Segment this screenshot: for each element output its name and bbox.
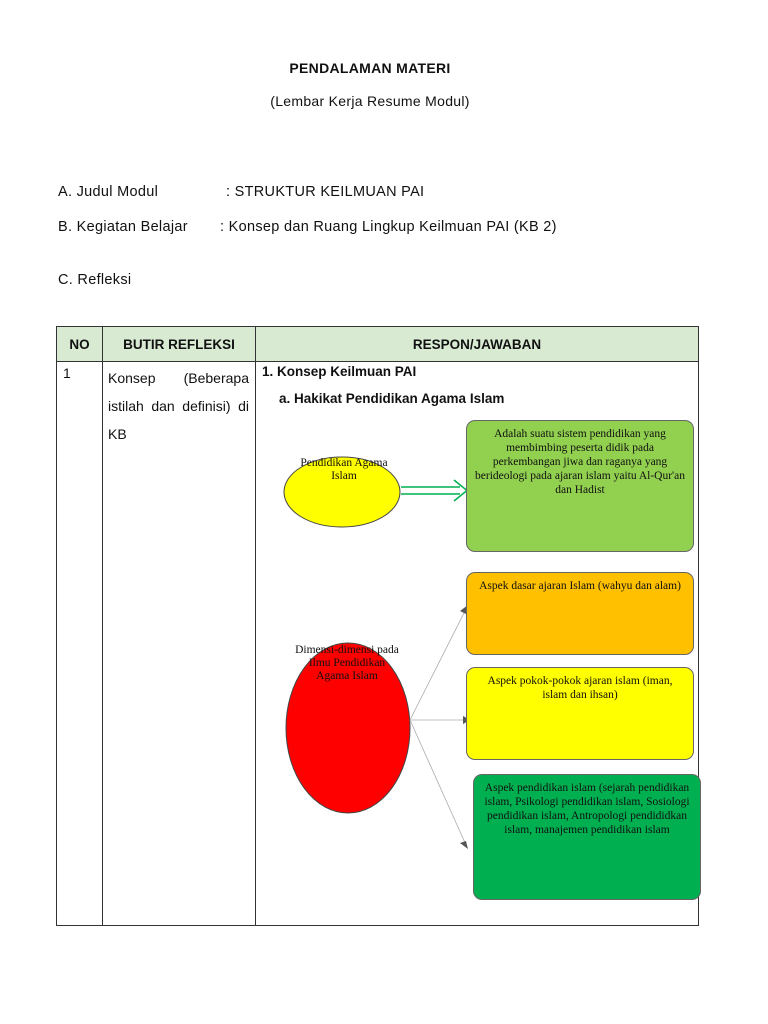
section-reflection-label: C. Refleksi (58, 272, 132, 288)
heading-konsep-keilmuan: 1. Konsep Keilmuan PAI (262, 364, 417, 379)
page-title: PENDALAMAN MATERI (289, 60, 451, 76)
info-module-title (58, 184, 424, 200)
box-aspek-dasar: Aspek dasar ajaran Islam (wahyu dan alam) (466, 572, 694, 655)
learning-activity-label: B. Kegiatan Belajar (58, 219, 188, 235)
info-learning-activity (58, 219, 557, 235)
heading-hakikat-pai: a. Hakikat Pendidikan Agama Islam (279, 391, 505, 406)
header-respon-jawaban: RESPON/JAWABAN (256, 327, 699, 362)
box-definition-pai: Adalah suatu sistem pendidikan yang membimbing peserta didik pada perkembangan jiwa dan raganya yang berideologi pada ajaran islam yaitu Al-Qur'an dan Hadist (466, 420, 694, 552)
double-arrow-icon (401, 480, 467, 501)
reflection-table (56, 326, 699, 926)
cell-no (57, 362, 103, 926)
page-subtitle: (Lembar Kerja Resume Modul) (270, 93, 470, 109)
table-header-row (57, 327, 699, 362)
table-row (57, 362, 699, 926)
connector-lines (410, 609, 466, 845)
cell-butir (103, 362, 256, 926)
box-aspek-pendidikan: Aspek pendidikan islam (sejarah pendidikan islam, Psikologi pendidikan islam, Sosiologi pendidikan islam, Antropologi pendididkan islam, manajemen pendidikan islam (473, 774, 701, 900)
row-number: 1 (63, 365, 71, 381)
module-title-value: : STRUKTUR KEILMUAN PAI (226, 184, 425, 200)
module-title-label: A. Judul Modul (58, 184, 159, 200)
ellipse-pai-label: Pendidikan Agama Islam (300, 457, 388, 482)
row-butir-text: Konsep (Beberapa istilah dan definisi) di KB (108, 370, 249, 442)
header-butir-refleksi: BUTIR REFLEKSI (103, 327, 256, 362)
box-aspek-pokok: Aspek pokok-pokok ajaran islam (iman, islam dan ihsan) (466, 667, 694, 760)
learning-activity-value: : Konsep dan Ruang Lingkup Keilmuan PAI (KB 2) (220, 219, 557, 235)
header-no: NO (57, 327, 103, 362)
response-area (256, 362, 698, 925)
cell-respon (256, 362, 699, 926)
ellipse-dimensi-label: Dimensi-dimensi pada Ilmu Pendidikan Agama Islam (295, 644, 399, 682)
